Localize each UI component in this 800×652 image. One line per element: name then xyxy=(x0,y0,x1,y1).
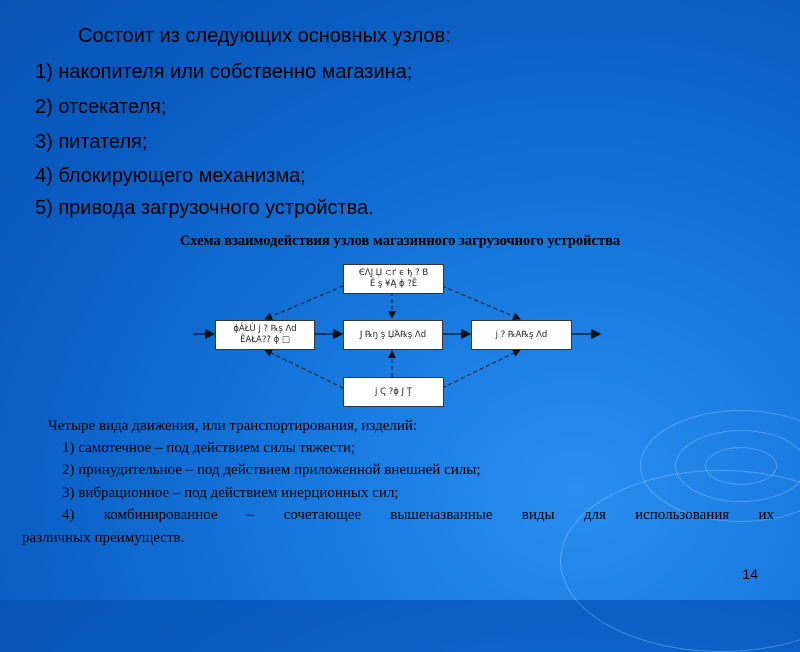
text-line: 1) самотечное – под действием силы тяжести; xyxy=(62,440,356,456)
control-arrow xyxy=(265,350,343,388)
list-item: 1) накопителя или собственно магазина; xyxy=(35,61,413,83)
text-line: 2) принудительное – под действием приложенной внешней силы; xyxy=(62,462,481,478)
node-label: ϕÀŁÙ ј ? ℞ş Λd xyxy=(233,324,297,334)
node-label: Ј ℞ŋ ş ЏΆ℞ş Λd xyxy=(359,329,427,340)
node-label: ЄΛЈ Џ ⊂ґ ϵ ђ ? В xyxy=(358,268,429,278)
diagram-node-top xyxy=(343,264,444,294)
diagram-node-bottom xyxy=(343,377,444,407)
node-label: Ẽ ş ¥Ą ϕ ?Ẽ xyxy=(369,279,418,289)
text-line: различных преимуществ. xyxy=(22,530,185,546)
node-label: ẼΑŁΑ?? ϕ □ xyxy=(240,335,290,345)
diagram-node-right xyxy=(471,320,572,350)
text-line: 4) комбинированное – сочетающее вышеназванные виды для использования их xyxy=(62,507,774,523)
node-label: ј Ҁ ?ϕ Ј Ţ xyxy=(375,386,412,397)
page-number: 14 xyxy=(742,566,758,582)
list-item: 5) привода загрузочного устройства. xyxy=(35,197,374,219)
control-arrow xyxy=(265,286,343,319)
text-line: 3) вибрационное – под действием инерционных сил; xyxy=(62,485,399,501)
list-intro: Состоит из следующих основных узлов: xyxy=(78,25,451,47)
diagram-caption: Схема взаимодействия узлов магазинного загрузочного устройства xyxy=(179,233,621,249)
diagram-node-left xyxy=(215,320,315,350)
control-arrow xyxy=(442,350,520,388)
node-label: ј ? ℞Α℞ş Λd xyxy=(495,329,548,340)
list-item: 4) блокирующего механизма; xyxy=(35,165,306,187)
control-arrow xyxy=(442,286,520,319)
list-item: 3) питателя; xyxy=(35,131,148,153)
text-line: Четыре вида движения, или транспортирования, изделий: xyxy=(48,418,418,434)
list-item: 2) отсекателя; xyxy=(35,96,167,118)
diagram-node-center xyxy=(343,320,443,350)
